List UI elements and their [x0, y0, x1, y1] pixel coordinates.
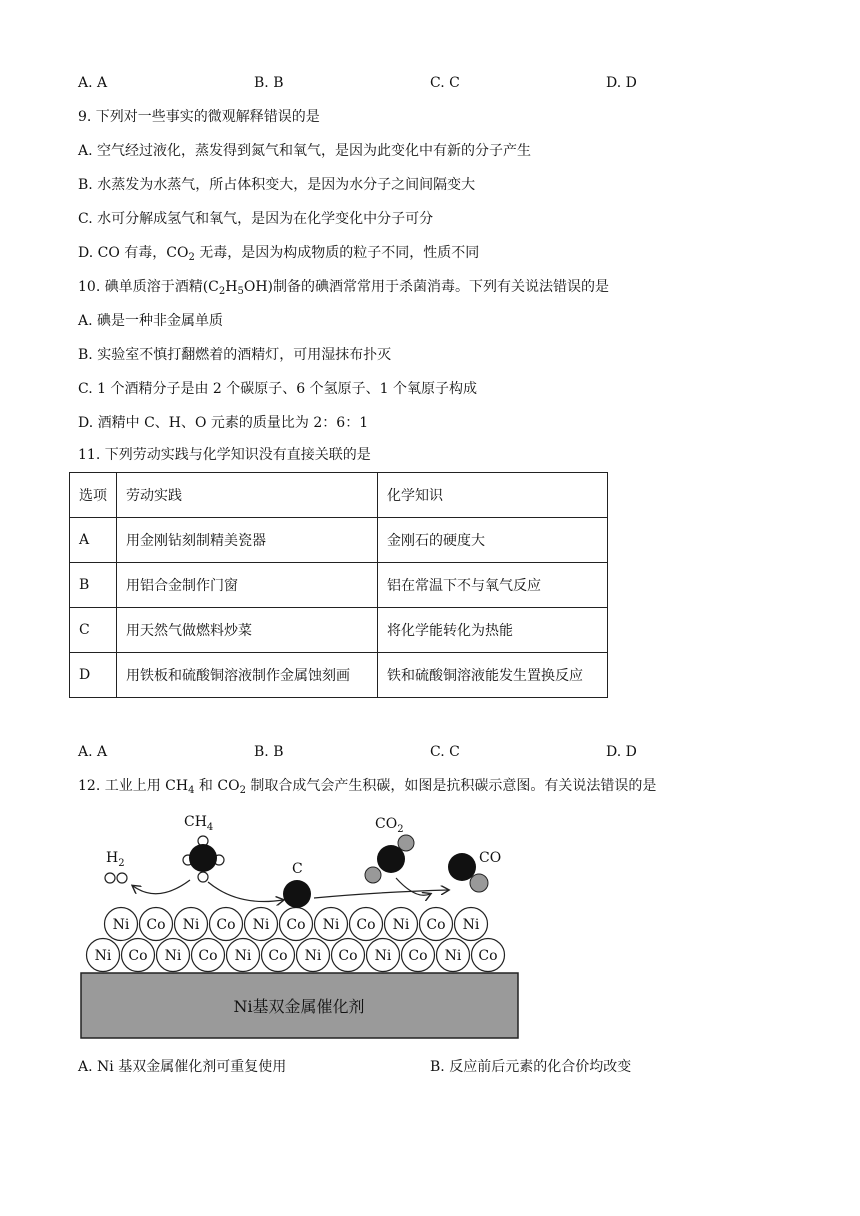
- q8-option-d: D. D: [606, 75, 637, 91]
- oxygen-atom: [365, 867, 381, 883]
- oxygen-atom: [470, 874, 488, 892]
- co-atom-label: Co: [286, 917, 306, 933]
- arrow-co2-to-co: [396, 878, 430, 895]
- h-atom: [198, 872, 208, 882]
- ni-atom-label: Ni: [444, 948, 462, 964]
- table-cell: B: [70, 563, 117, 608]
- table-row: [70, 608, 608, 653]
- co-label: CO: [479, 850, 502, 866]
- q9-option-b: B. 水蒸发为水蒸气，所占体积变大，是因为水分子之间间隔变大: [78, 177, 476, 193]
- ni-atom-label: Ni: [374, 948, 392, 964]
- header-cell-knowledge: 化学知识: [378, 473, 608, 518]
- q9-option-a: A. 空气经过液化，蒸发得到氮气和氧气，是因为此变化中有新的分子产生: [78, 143, 532, 159]
- co-atom-label: Co: [198, 948, 218, 964]
- h-atom: [105, 873, 115, 883]
- arrow-c-to-co: [314, 890, 448, 898]
- ni-atom-label: Ni: [392, 917, 410, 933]
- table-cell: D: [70, 653, 117, 698]
- arrow-to-h2: [133, 880, 190, 894]
- catalyst-bottom-row: [87, 939, 505, 972]
- ni-atom-label: Ni: [182, 917, 200, 933]
- ni-atom-label: Ni: [94, 948, 112, 964]
- ni-atom-label: Ni: [164, 948, 182, 964]
- ni-atom-label: Ni: [252, 917, 270, 933]
- q12-option-b: B. 反应前后元素的化合价均改变: [430, 1059, 632, 1075]
- table-cell: 金刚石的硬度大: [378, 518, 608, 563]
- table-row: [70, 653, 608, 698]
- q8-option-a: A. A: [78, 75, 108, 91]
- table-cell: 铁和硫酸铜溶液能发生置换反应: [378, 653, 608, 698]
- anti-carbon-diagram: [78, 812, 523, 1044]
- table-cell: A: [70, 518, 117, 563]
- q8-option-b: B. B: [254, 75, 284, 91]
- table-cell: C: [70, 608, 117, 653]
- table-cell: 将化学能转化为热能: [378, 608, 608, 653]
- header-cell-practice: 劳动实践: [117, 473, 378, 518]
- carbon-atom: [448, 853, 476, 881]
- q10-option-d: D. 酒精中 C、H、O 元素的质量比为 2：6：1: [78, 415, 369, 431]
- carbon-atom: [377, 845, 405, 873]
- co-atom-label: Co: [128, 948, 148, 964]
- table-row: [70, 518, 608, 563]
- c-label: C: [292, 861, 303, 877]
- ni-atom-label: Ni: [322, 917, 340, 933]
- ni-atom-label: Ni: [462, 917, 480, 933]
- ni-atom-label: Ni: [112, 917, 130, 933]
- oxygen-atom: [398, 835, 414, 851]
- table-cell: 用天然气做燃料炒菜: [117, 608, 378, 653]
- q8-option-c: C. C: [430, 75, 460, 91]
- ni-atom-label: Ni: [234, 948, 252, 964]
- q10-option-a: A. 碘是一种非金属单质: [78, 313, 224, 329]
- co-atom-label: Co: [408, 948, 428, 964]
- q9-option-d: D. CO 有毒，$CO_2$ 无毒，是因为构成物质的粒子不同，性质不同: [78, 245, 480, 263]
- co-atom-label: Co: [426, 917, 446, 933]
- q10-stem: 10. 碘单质溶于酒精$(C_2H_5OH)$制备的碘酒常常用于杀菌消毒。下列有关说法错误的是: [78, 279, 610, 297]
- q11-option-a: A. A: [78, 744, 108, 760]
- q10-option-b: B. 实验室不慎打翻燃着的酒精灯，可用湿抹布扑灭: [78, 347, 392, 363]
- header-cell-option: 选项: [70, 473, 117, 518]
- co-atom-label: Co: [216, 917, 236, 933]
- carbon-atom: [283, 880, 311, 908]
- co-atom-label: Co: [338, 948, 358, 964]
- table-cell: 用铝合金制作门窗: [117, 563, 378, 608]
- h-atom: [117, 873, 127, 883]
- q11-option-b: B. B: [254, 744, 284, 760]
- table-row: [70, 563, 608, 608]
- co-atom-label: Co: [146, 917, 166, 933]
- table-cell: 铝在常温下不与氧气反应: [378, 563, 608, 608]
- q12-option-a: A. Ni 基双金属催化剂可重复使用: [78, 1059, 287, 1075]
- q11-stem: 11. 下列劳动实践与化学知识没有直接关联的是: [78, 447, 371, 463]
- q11-option-c: C. C: [430, 744, 460, 760]
- q9-stem: 9. 下列对一些事实的微观解释错误的是: [78, 109, 320, 125]
- q11-table: [69, 472, 608, 698]
- co-atom-label: Co: [478, 948, 498, 964]
- q11-option-d: D. D: [606, 744, 637, 760]
- co-atom-label: Co: [356, 917, 376, 933]
- catalyst-label: Ni基双金属催化剂: [233, 997, 365, 1016]
- co-atom-label: Co: [268, 948, 288, 964]
- table-cell: 用铁板和硫酸铜溶液制作金属蚀刻画: [117, 653, 378, 698]
- table-header-row: [70, 473, 608, 518]
- h2-label: $H_2$: [106, 850, 125, 869]
- co2-label: $CO_2$: [375, 816, 404, 835]
- ni-atom-label: Ni: [304, 948, 322, 964]
- carbon-atom: [189, 844, 217, 872]
- arrow-to-c: [208, 882, 283, 902]
- table-cell: 用金刚钻刻制精美瓷器: [117, 518, 378, 563]
- catalyst-top-row: [105, 908, 488, 941]
- q10-option-c: C. 1 个酒精分子是由 2 个碳原子、6 个氢原子、1 个氧原子构成: [78, 381, 477, 397]
- q12-stem: 12. 工业上用 $CH_4$ 和 $CO_2$ 制取合成气会产生积碳，如图是抗积碳示意图。有关说法错误的是: [78, 778, 657, 796]
- q9-option-c: C. 水可分解成氢气和氧气，是因为在化学变化中分子可分: [78, 211, 434, 227]
- ch4-label: $CH_4$: [184, 814, 214, 833]
